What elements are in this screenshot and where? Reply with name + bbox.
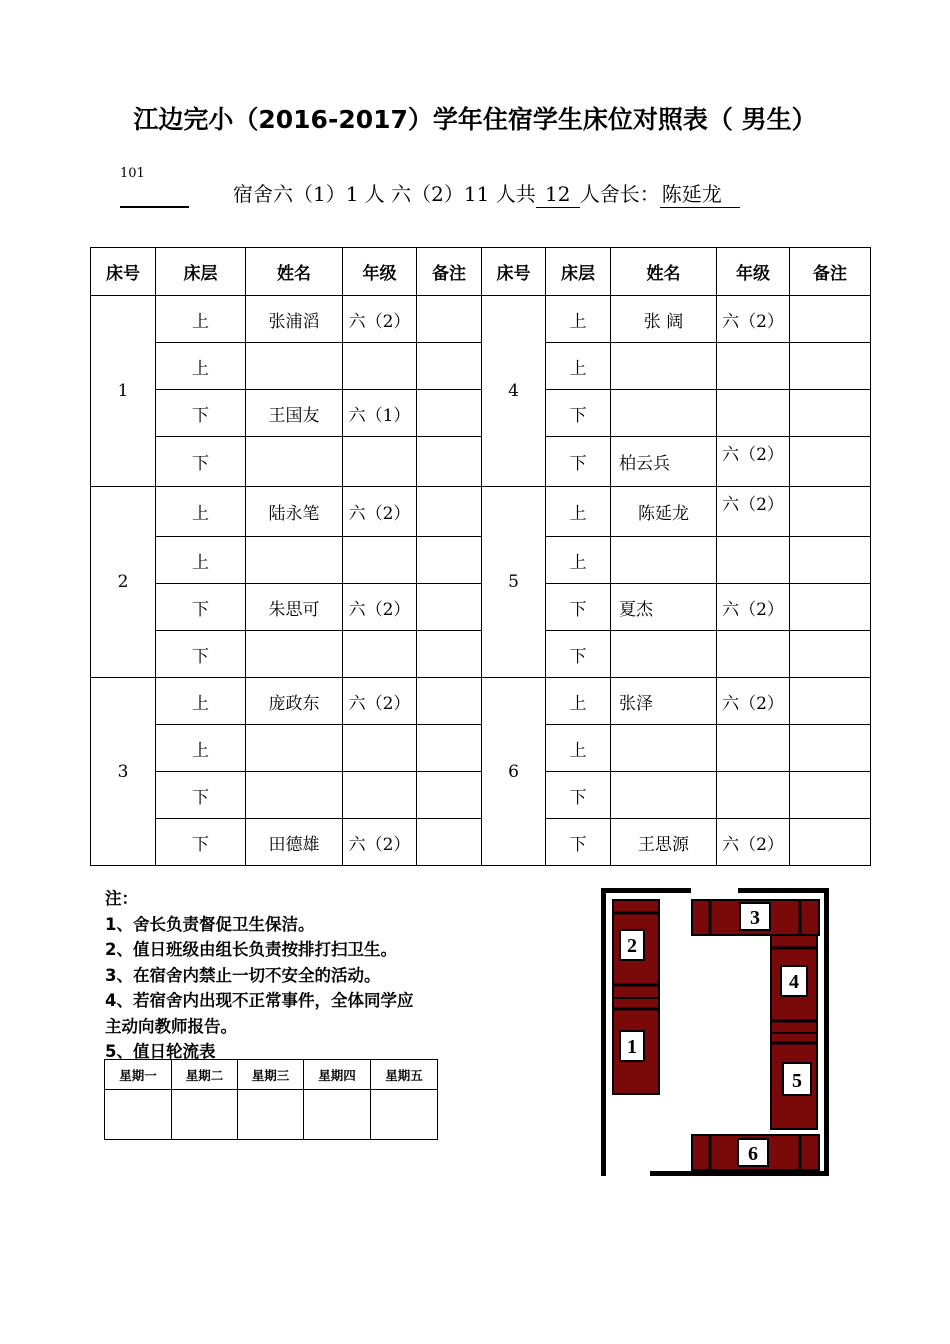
name-cell: 柏云兵 [611, 437, 717, 487]
name-cell: 王思源 [611, 819, 717, 866]
header-note: 备注 [417, 248, 482, 296]
layer-cell: 上 [546, 487, 611, 537]
bed-3-group [692, 900, 819, 935]
table-row [91, 437, 871, 487]
table-row [91, 343, 871, 390]
dorm-leader: 陈延龙 [660, 181, 740, 208]
grade-cell [343, 631, 417, 678]
bed-number-cell: 4 [482, 296, 546, 487]
note-item: 4、若宿舍内出现不正常事件，全体同学应 [105, 991, 414, 1010]
name-cell [611, 631, 717, 678]
dorm-floor-plan [595, 885, 835, 1180]
table-row [91, 390, 871, 437]
name-cell [246, 343, 343, 390]
note-item: 2、值日班级由组长负责按排打扫卫生。 [105, 940, 397, 959]
duty-cell [304, 1090, 371, 1140]
grade-cell [343, 772, 417, 819]
duty-value-row [105, 1090, 438, 1140]
note-cell [790, 390, 871, 437]
grade-cell: 六（1） [343, 390, 417, 437]
wall-top-left [601, 888, 691, 893]
name-cell [611, 390, 717, 437]
name-cell [611, 537, 717, 584]
table-header-row [91, 248, 871, 296]
note-cell [417, 296, 482, 343]
note-item: 5、值日轮流表 [105, 1042, 216, 1061]
layer-cell: 下 [546, 772, 611, 819]
layer-cell: 下 [156, 584, 246, 631]
grade-cell [343, 537, 417, 584]
layer-cell: 上 [546, 725, 611, 772]
bed-label: 4 [789, 971, 799, 993]
header-bed-no: 床号 [482, 248, 546, 296]
wall-top-right [738, 888, 829, 893]
note-item: 主动向教师报告。 [105, 1016, 237, 1036]
layer-cell: 上 [156, 343, 246, 390]
layer-cell: 下 [546, 819, 611, 866]
bed-label: 6 [748, 1143, 758, 1165]
layer-cell: 下 [156, 631, 246, 678]
table-row [91, 725, 871, 772]
duty-header-row [105, 1060, 438, 1090]
note-cell [417, 678, 482, 725]
name-cell: 张 阔 [611, 296, 717, 343]
note-item: 1、舍长负责督促卫生保洁。 [105, 914, 315, 934]
layer-cell: 下 [156, 772, 246, 819]
table-row [91, 772, 871, 819]
duty-cell [238, 1090, 304, 1140]
table-row [91, 819, 871, 866]
student-count: 12 [536, 181, 580, 208]
layer-cell: 下 [546, 437, 611, 487]
note-cell [790, 772, 871, 819]
room-code: 101 [120, 166, 145, 181]
grade-cell [717, 772, 790, 819]
duty-day: 星期四 [304, 1060, 371, 1090]
duty-day: 星期三 [238, 1060, 304, 1090]
layer-cell: 上 [546, 296, 611, 343]
header-bed-no: 床号 [91, 248, 156, 296]
header-grade: 年级 [717, 248, 790, 296]
grade-cell: 六（2） [717, 584, 790, 631]
notes-heading: 注： [105, 889, 138, 908]
layer-cell: 上 [546, 678, 611, 725]
note-cell [417, 772, 482, 819]
name-cell: 王国友 [246, 390, 343, 437]
header-name: 姓名 [611, 248, 717, 296]
layer-cell: 下 [546, 631, 611, 678]
note-cell [417, 537, 482, 584]
layer-cell: 下 [546, 584, 611, 631]
note-cell [417, 343, 482, 390]
leader-label: 人舍长： [579, 182, 660, 206]
name-cell [246, 772, 343, 819]
table-row [91, 678, 871, 725]
note-cell [790, 584, 871, 631]
name-cell: 张泽 [611, 678, 717, 725]
header-name: 姓名 [246, 248, 343, 296]
name-cell: 陆永笔 [246, 487, 343, 537]
layer-cell: 下 [156, 437, 246, 487]
name-cell [246, 437, 343, 487]
name-cell [611, 343, 717, 390]
name-cell: 田德雄 [246, 819, 343, 866]
name-cell: 陈延龙 [611, 487, 717, 537]
bed-5-group [771, 1033, 817, 1129]
layer-cell: 上 [156, 725, 246, 772]
note-cell [417, 584, 482, 631]
note-cell [417, 487, 482, 537]
note-cell [790, 343, 871, 390]
grade-cell [343, 725, 417, 772]
note-item: 3、在宿舍内禁止一切不安全的活动。 [105, 965, 381, 985]
note-cell [790, 819, 871, 866]
table-row [91, 537, 871, 584]
table-row [91, 296, 871, 343]
grade-cell: 六（2） [343, 487, 417, 537]
name-cell: 庞政东 [246, 678, 343, 725]
grade-cell: 六（2） [343, 296, 417, 343]
bed-label: 3 [750, 907, 760, 929]
dorm-info-prefix: 宿舍六（1）1 人 六（2）11 人共 [233, 182, 536, 206]
bed-table [90, 247, 871, 866]
grade-cell: 六（2） [717, 296, 790, 343]
grade-cell [343, 437, 417, 487]
bed-label: 2 [627, 935, 637, 957]
bed-number-cell: 2 [91, 487, 156, 678]
name-cell: 夏杰 [611, 584, 717, 631]
page-title: 江边完小（2016-2017）学年住宿学生床位对照表（ 男生） [133, 105, 817, 134]
table-row [91, 631, 871, 678]
grade-cell [717, 537, 790, 584]
bed-number-cell: 5 [482, 487, 546, 678]
bed-label: 1 [627, 1036, 637, 1058]
layer-cell: 上 [156, 296, 246, 343]
name-cell [246, 725, 343, 772]
grade-cell: 六（2） [343, 819, 417, 866]
grade-cell: 六（2） [717, 437, 790, 487]
note-cell [417, 725, 482, 772]
bed-1-group [613, 998, 659, 1094]
room-underline [120, 206, 189, 208]
header-layer: 床层 [546, 248, 611, 296]
header-note: 备注 [790, 248, 871, 296]
duty-day: 星期二 [172, 1060, 238, 1090]
bed-2-group [613, 900, 659, 998]
grade-cell: 六（2） [343, 584, 417, 631]
name-cell [246, 631, 343, 678]
note-cell [790, 296, 871, 343]
layer-cell: 上 [156, 537, 246, 584]
notes-section [105, 886, 413, 1065]
duty-table [104, 1059, 438, 1140]
duty-cell [172, 1090, 238, 1140]
layer-cell: 下 [156, 390, 246, 437]
layer-cell: 上 [546, 343, 611, 390]
grade-cell: 六（2） [717, 819, 790, 866]
name-cell: 朱思可 [246, 584, 343, 631]
bed-6-group [692, 1135, 819, 1170]
duty-cell [371, 1090, 438, 1140]
bed-4-group [771, 935, 817, 1033]
note-cell [790, 437, 871, 487]
grade-cell [717, 725, 790, 772]
layer-cell: 上 [156, 678, 246, 725]
name-cell [611, 772, 717, 819]
note-cell [790, 487, 871, 537]
table-row [91, 584, 871, 631]
layer-cell: 下 [546, 390, 611, 437]
header-grade: 年级 [343, 248, 417, 296]
duty-cell [105, 1090, 172, 1140]
bed-label: 5 [792, 1070, 802, 1092]
note-cell [790, 631, 871, 678]
layer-cell: 上 [546, 537, 611, 584]
bed-number-cell: 6 [482, 678, 546, 866]
note-cell [790, 537, 871, 584]
grade-cell: 六（2） [717, 487, 790, 537]
grade-cell [343, 343, 417, 390]
wall-bottom [650, 1171, 829, 1176]
grade-cell [717, 390, 790, 437]
note-cell [417, 437, 482, 487]
note-cell [790, 678, 871, 725]
note-cell [417, 819, 482, 866]
wall-right [824, 888, 829, 1176]
table-row [91, 487, 871, 537]
layer-cell: 上 [156, 487, 246, 537]
name-cell [611, 725, 717, 772]
grade-cell: 六（2） [717, 678, 790, 725]
grade-cell [717, 343, 790, 390]
name-cell [246, 537, 343, 584]
wall-left [601, 888, 606, 1176]
note-cell [790, 725, 871, 772]
duty-day: 星期一 [105, 1060, 172, 1090]
grade-cell: 六（2） [343, 678, 417, 725]
layer-cell: 下 [156, 819, 246, 866]
note-cell [417, 631, 482, 678]
bed-number-cell: 1 [91, 296, 156, 487]
duty-day: 星期五 [371, 1060, 438, 1090]
note-cell [417, 390, 482, 437]
header-layer: 床层 [156, 248, 246, 296]
dorm-info [233, 178, 740, 208]
name-cell: 张浦滔 [246, 296, 343, 343]
bed-number-cell: 3 [91, 678, 156, 866]
grade-cell [717, 631, 790, 678]
